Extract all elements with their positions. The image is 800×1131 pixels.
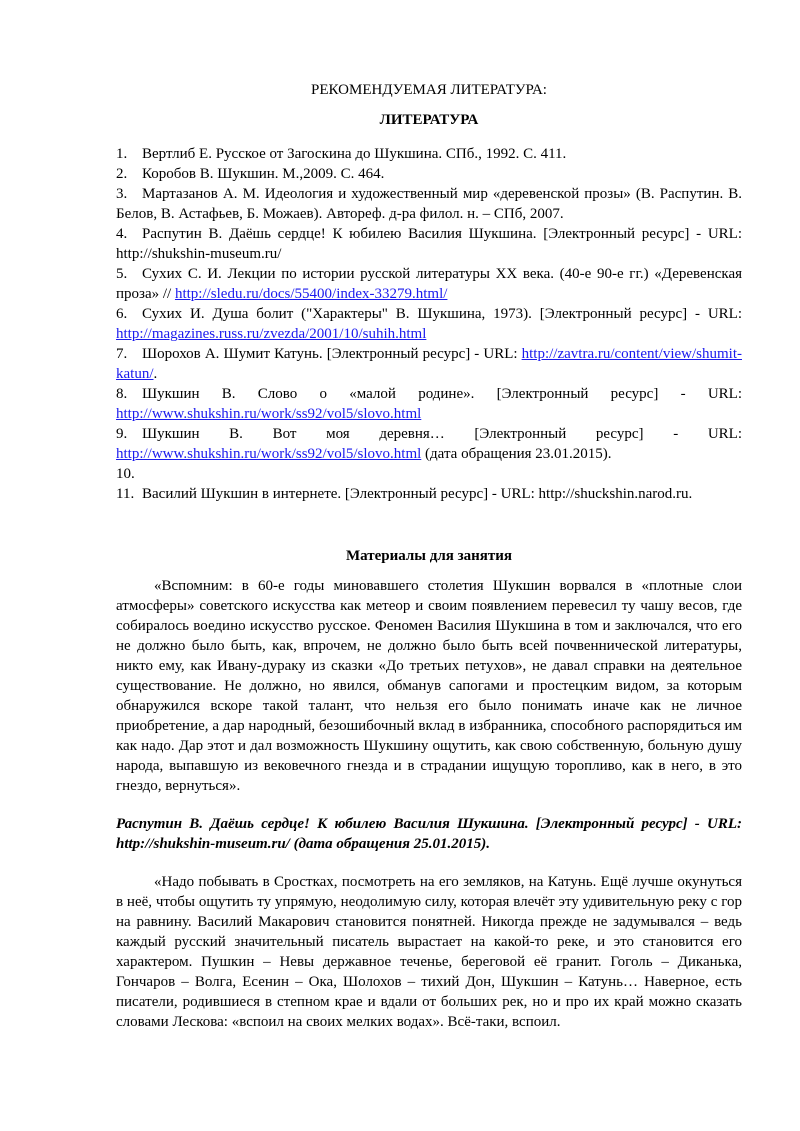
citation-source: Распутин В. Даёшь сердце! К юбилею Василия Шукшина. [Электронный ресурс] - URL: http://shukshin-museum.ru/ (дата обращения 25.01.2015).: [116, 816, 742, 852]
document-page: [116, 70, 742, 1032]
literature-item-text: Распутин В. Даёшь сердце! К юбилею Василия Шукшина. [Электронный ресурс] - URL: http://shukshin-museum.ru/: [116, 226, 742, 262]
quote-paragraph-2: «Надо побывать в Сростках, посмотреть на его земляков, на Катунь. Ещё лучше окунуться в неё, чтобы ощутить ту упрямую, неодолимую силу, которая влечёт эту удивительную реку с гор на равнину. Василий Макарович становится понятней. Никогда прежде не задумывался – ведь каждый русский значительный писатель вырастает на какой-то реке, и это становится его характером. Пушкин – Невы державное теченье, береговой её гранит. Гоголь – Диканька, Гончаров – Волга, Есенин – Ока, Шолохов – тихий Дон, Шукшин – Катунь… Наверное, есть писатели, родившиеся в степном крае и вдали от больших рек, но и про их край можно сказать словами Лескова: «вспоил на своих мелких водах». Всё-таки, вспоил.: [116, 874, 742, 1030]
literature-item-text: Шукшин В. Слово о «малой родине». [Электронный ресурс] - URL:: [142, 386, 742, 402]
literature-item-number: 9.: [116, 426, 128, 442]
literature-item-number: 8.: [116, 386, 128, 402]
literature-item: [116, 224, 742, 264]
literature-item-text: Мартазанов А. М. Идеология и художественный мир «деревенской прозы» (В. Распутин. В. Белов, В. Астафьев, Б. Можаев). Автореф. д-ра филол. н. – СПб, 2007.: [116, 186, 742, 222]
literature-item-number: 1.: [116, 146, 128, 162]
literature-item: [116, 344, 742, 384]
literature-item-suffix: .: [153, 366, 158, 382]
literature-item-number: 11.: [116, 486, 135, 502]
literature-item-number: 7.: [116, 346, 128, 362]
literature-item-link[interactable]: http://www.shukshin.ru/work/ss92/vol5/slovo.html: [116, 446, 422, 462]
literature-item-number: 10.: [116, 466, 135, 482]
literature-item: [116, 164, 742, 184]
literature-item-number: 6.: [116, 306, 128, 322]
literature-item-text: Шорохов А. Шумит Катунь. [Электронный ресурс] - URL:: [142, 346, 522, 362]
page-title: РЕКОМЕНДУЕМАЯ ЛИТЕРАТУРА:: [311, 82, 547, 98]
literature-item-text: Василий Шукшин в интернете. [Электронный ресурс] - URL: http://shuckshin.narod.ru.: [142, 486, 693, 502]
literature-item: [116, 464, 742, 484]
literature-item-text: Коробов В. Шукшин. М.,2009. С. 464.: [142, 166, 385, 182]
literature-item-text: Сухих С. И. Лекции по истории русской литературы ХХ века. (40-е 90-е гг.) «Деревенская проза» //: [116, 266, 742, 302]
quote-paragraph-1: «Вспомним: в 60-е годы миновавшего столетия Шукшин ворвался в «плотные слои атмосферы» советского искусства как метеор и своим появлением перевесил ту чашу весов, где собиралось воедино искусство русское. Феномен Василия Шукшина в том и заключался, что его не должно было быть, как, впрочем, не должно было быть всей почвеннической литературы, никто ему, как Ивану-дураку из сказки «До третьих петухов», не давал справки на деятельное существование. Не должно, но явился, обманув сапогами и простецким видом, за которым обнаружился вскоре такой талант, что нельзя его было понимать иначе как не личное приобретение, а дар народный, безошибочный вклад в избранника, способного распорядиться им как надо. Дар этот и дал возможность Шукшину ощутить, как свою собственную, больную душу народа, выпавшую из вековечного гнезда и в страдании ищущую торопливо, как в него, в это гнездо, вернуться».: [116, 578, 742, 794]
literature-item-number: 4.: [116, 226, 128, 242]
literature-item-text: Шукшин В. Вот моя деревня… [Электронный ресурс] - URL:: [142, 426, 742, 442]
literature-item-link[interactable]: http://sledu.ru/docs/55400/index-33279.html/: [174, 286, 448, 302]
literature-item: [116, 304, 742, 344]
literature-item: [116, 424, 742, 464]
literature-item: [116, 144, 742, 164]
literature-item: [116, 264, 742, 304]
literature-item-text: Сухих И. Душа болит ("Характеры" В. Шукшина, 1973). [Электронный ресурс] - URL:: [142, 306, 742, 322]
literature-item-number: 2.: [116, 166, 128, 182]
literature-list: [116, 144, 742, 504]
section-heading-literature: ЛИТЕРАТУРА: [379, 112, 479, 128]
section-heading-materials: Материалы для занятия: [345, 548, 513, 564]
literature-item-number: 3.: [116, 186, 128, 202]
literature-item-link[interactable]: http://www.shukshin.ru/work/ss92/vol5/slovo.html: [116, 406, 422, 422]
literature-item-link[interactable]: http://zavtra.ru/content/view/shumit-katun/: [116, 346, 742, 382]
literature-item-link[interactable]: http://magazines.russ.ru/zvezda/2001/10/suhih.html: [116, 326, 427, 342]
literature-item: [116, 384, 742, 424]
literature-item-suffix: (дата обращения 23.01.2015).: [421, 446, 612, 462]
literature-item-text: Вертлиб Е. Русское от Загоскина до Шукшина. СПб., 1992. С. 411.: [142, 146, 567, 162]
literature-item-number: 5.: [116, 266, 128, 282]
literature-item: [116, 184, 742, 224]
literature-item: [116, 484, 742, 504]
